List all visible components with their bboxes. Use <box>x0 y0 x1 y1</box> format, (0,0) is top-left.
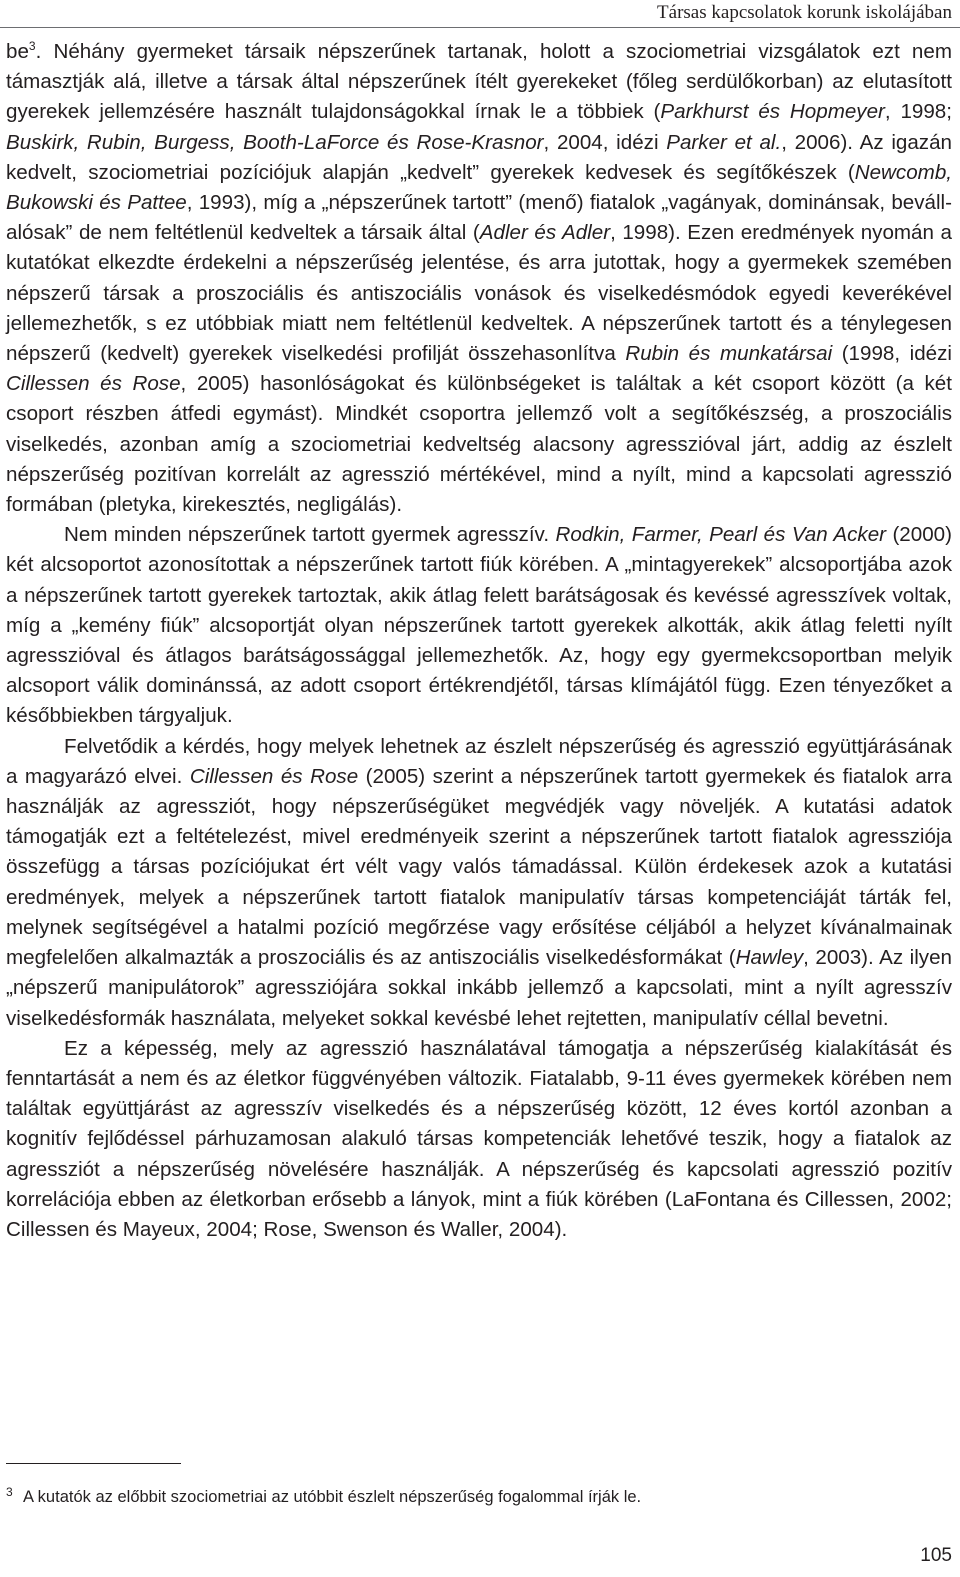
running-header-title: Társas kapcsolatok korunk iskolájában <box>657 2 952 23</box>
footnote-text: A kutatók az előbbit szociometriai az utóbbit észlelt népszerűség fogalommal írják le. <box>23 1488 642 1506</box>
page-number: 105 <box>920 1545 952 1566</box>
paragraph <box>6 520 952 731</box>
text-run: Felvetődik a kérdés, hogy melyek lehetnek az észlelt népszerűség és agresszió együttjárásának a magyarázó elvei. <box>6 734 952 788</box>
footnote-number: 3 <box>6 1485 13 1499</box>
footnote <box>6 1485 642 1507</box>
text-run: be <box>6 40 29 63</box>
citation-author: Hawley <box>735 946 804 970</box>
text-run: Nem minden népszerűnek tartott gyermek agresszív. <box>64 523 556 547</box>
text-run: , 1998; <box>884 100 952 124</box>
running-header <box>0 0 960 28</box>
citation-author: Newcomb, Bukowski és Pattee <box>6 160 952 215</box>
paragraph <box>6 37 952 520</box>
text-run: , 1998). Ezen eredmények nyomán a kutatókat elkezdte érdekelni a népszerűség jelentése, és arra jutottak, hogy a gyermekek szemében népszerű társak a proszociális és antiszociális vonások és viselkedésmódok egyedi keverékével jellemezhetők, s ez utóbbiak miatt nem feltétlenül kedveltek. A népszerűnek tartott és a ténylegesen népszerű (kedvelt) gyerekek viselkedési profilját összehasonlítva <box>6 221 952 366</box>
citation-author: Buskirk, Rubin, Burgess, Booth-LaForce és Rose-Krasnor <box>6 130 544 154</box>
paragraph <box>6 1034 952 1245</box>
text-run: , 1993), míg a „népszerűnek tartott” (menő) fiatalok „vagányak, dominánsak, bevállalósak” de nem feltétlenül kedveltek a társaik által ( <box>6 191 952 245</box>
footnote-ref: 3 <box>28 39 36 54</box>
text-run: (1998, idézi <box>832 342 952 366</box>
body-text <box>6 37 952 1245</box>
footnote-separator <box>6 1463 181 1464</box>
text-run: (2005) szerint a népszerűnek tartott gyermekek és fiatalok arra használják az agressziót, hogy népszerűségüket megvédjék vagy növeljék. A kutatási adatok támogatják ezt a feltételezést, mivel eredményeik szerint a népszerűnek tartott fiatalok agressziója összefügg a társas pozíciójukat ért vélt vagy valós támadással. Külön érdekesek azok a kutatási eredmények, melyek a népszerűnek tartott fiatalok manipulatív társas kompetenciáját tárták fel, melynek segítségével a hatalmi pozíció megőrzése vagy erősítése céljából a helyzet kívánalmainak megfelelően alkalmazták a proszociális és az antiszociális viselkedésformákat ( <box>6 764 952 970</box>
citation-author: Adler és Adler <box>479 221 611 245</box>
citation-author: Rubin és munkatársai <box>625 342 833 366</box>
text-run: , 2006). Az igazán kedvelt, szociometriai pozíciójuk alapján „kedvelt” gyerekek kedvesek és segítőkészek ( <box>6 130 952 184</box>
paragraph <box>6 732 952 1034</box>
text-run: (2000) két alcsoportot azonosítottak a népszerűnek tartott fiúk körében. A „mintagyerekek” alcsoportjába azok a népszerűnek tartott gyerekek tartoztak, akik átlag felett barátságosak és kevéssé agresszívek voltak, míg a „kemény fiúk” alcsoportját olyan népszerűnek tartott gyerekek alkották, akik átlag feletti nyílt agresszióval és átlagos barátságossággal jellemezhetők. Az, hogy egy gyermekcsoportban melyik alcsoport válik dominánssá, az adott csoport értékrendjétől, társas klímájától függ. Ezen tényezőket a későbbiekben tárgyaljuk. <box>6 523 952 728</box>
text-run: . Néhány gyermeket társaik népszerűnek tartanak, holott a szociometriai vizsgálatok ezt nem támasztják alá, illetve a társak által népszerűnek ítélt gyerekeket (főleg serdülőkorban) az elutasított gyerekek jellemzésére használt tulajdonságokkal írnak le a többiek ( <box>6 40 952 124</box>
citation-author: Cillessen és Rose <box>189 764 359 788</box>
text-run: Ez a képesség, mely az agresszió használatával támogatja a népszerűség kialakítását és fenntartását a nem és az életkor függvényében változik. Fiatalabb, 9-11 éves gyermekek körében nem találtak együttjárást az agresszív viselkedés és a népszerűség között, 12 éves kortól azonban a kognitív fejlődéssel párhuzamosan alakuló társas kompetenciák lehetővé teszik, hogy a fiatalok az agressziót a népszerűség növelésére használják. A népszerűség és kapcsolati agresszió pozitív korrelációja ebben az életkorban erősebb a lányok, mint a fiúk körében (LaFontana és Cillessen, 2002; Cillessen és Mayeux, 2004; Rose, Swenson és Waller, 2004). <box>6 1036 952 1241</box>
text-run: , 2004, idézi <box>543 130 667 154</box>
text-run: , 2003). Az ilyen „népszerű manipulátorok” agressziójára sokkal inkább jellemző a kapcsolati, mint a nyílt agresszív viselkedésformák használata, melyeket sokkal kevésbé lehet rejtetten, manipulatív céllal bevetni. <box>6 946 953 1030</box>
citation-author: Parkhurst és Hopmeyer <box>660 100 885 124</box>
text-run: , 2005) hasonlóságokat és különbségeket is találtak a két csoport között (a két csoport részben átfedi egymást). Mindkét csoportra jellemző volt a segítőkészség, a proszociális viselkedés, azonban amíg a szociometriai kedveltség alacsony agresszióval járt, addig az észlelt népszerűség pozitívan korrelált az agresszió mértékével, mind a nyílt, mind a kapcsolati agresszió formában (pletyka, kirekesztés, negligálás). <box>6 372 952 517</box>
citation-author: Parker et al. <box>666 130 782 154</box>
citation-author: Rodkin, Farmer, Pearl és Van Acker <box>555 523 887 547</box>
citation-author: Cillessen és Rose <box>6 372 181 396</box>
